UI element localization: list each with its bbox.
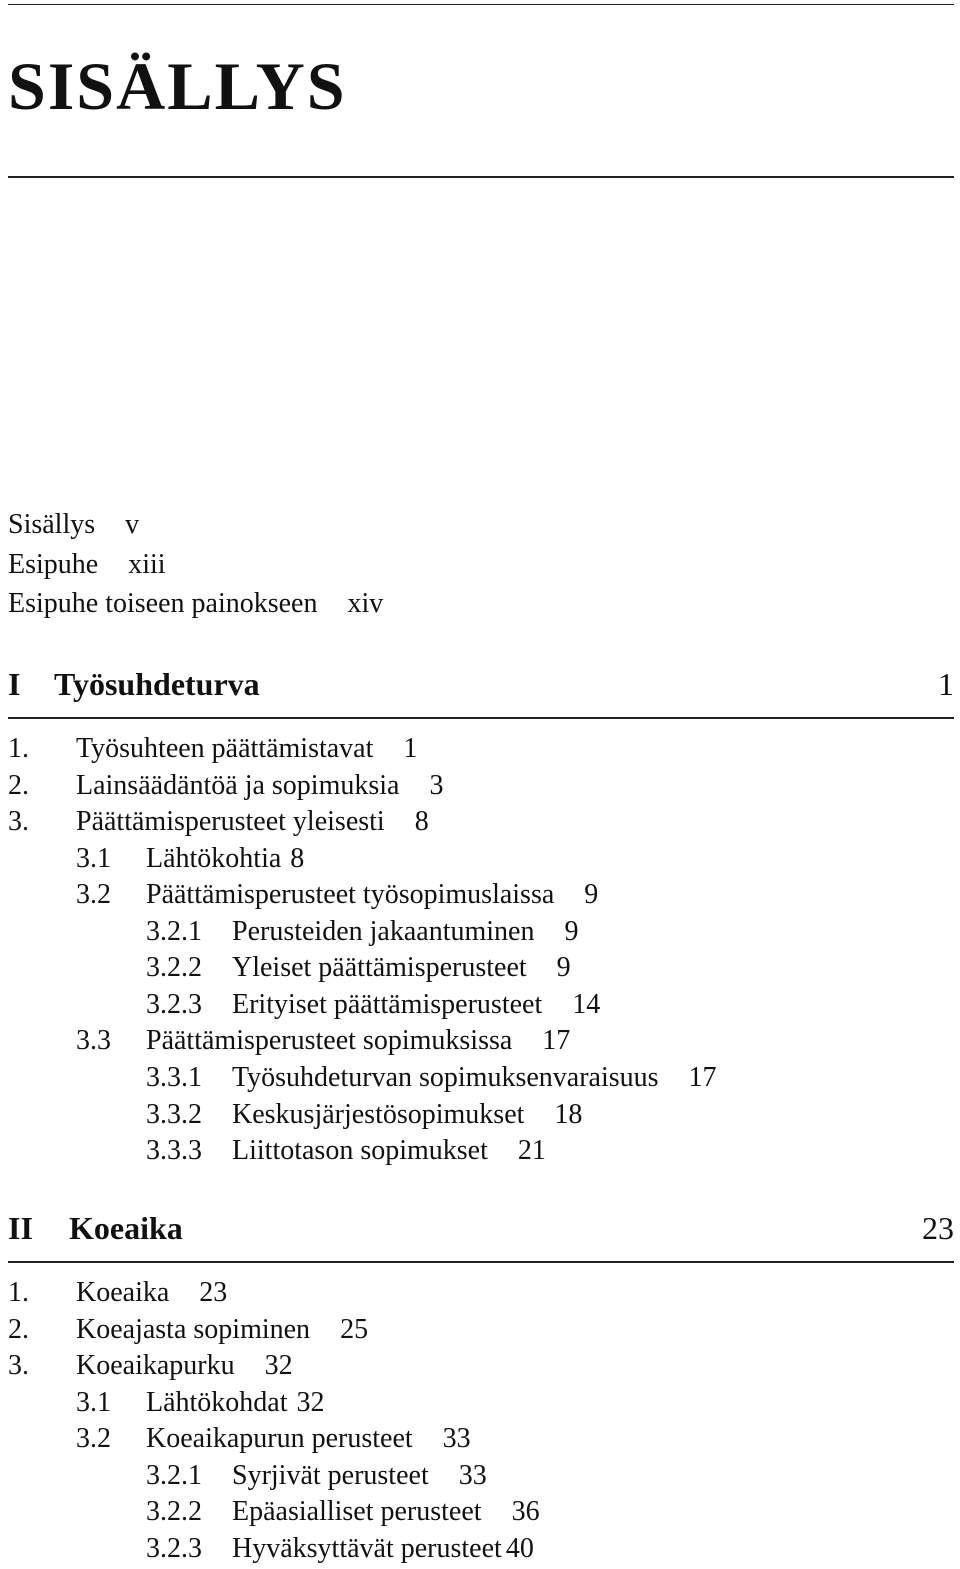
toc-entry[interactable]	[8, 768, 443, 804]
entry-page: 21	[517, 1135, 546, 1166]
entry-label: Lähtökohdat	[146, 1387, 288, 1418]
entry-number: 3.2	[76, 879, 111, 910]
entry-number: 3.2.2	[146, 1496, 202, 1527]
entry-label: Lähtökohtia	[146, 843, 282, 874]
toc-subentry[interactable]	[76, 841, 304, 877]
toc-subentry[interactable]	[76, 1421, 471, 1457]
entry-number: 3.1	[76, 843, 111, 874]
entry-page: 36	[511, 1496, 540, 1527]
entry-number: 2.	[8, 770, 29, 801]
entry-page: 17	[542, 1025, 571, 1056]
entry-page: 14	[572, 989, 601, 1020]
toc-part-heading[interactable]	[8, 664, 954, 704]
entry-number: 1.	[8, 733, 29, 764]
toc-entry[interactable]	[8, 804, 429, 840]
entry-page: 9	[584, 879, 599, 910]
entry-page: 8	[290, 843, 305, 874]
entry-label: Päättämisperusteet sopimuksissa	[146, 1025, 513, 1056]
entry-label: Perusteiden jakaantuminen	[232, 916, 535, 947]
part-divider	[8, 717, 954, 719]
entry-label: Työsuhteen päättämistavat	[76, 733, 374, 764]
part-title: Koeaika	[69, 1210, 183, 1246]
entry-label: Lainsäädäntöä ja sopimuksia	[76, 770, 400, 801]
entry-page: 9	[556, 952, 571, 983]
toc-subsubentry[interactable]	[146, 1133, 546, 1169]
entry-number: 3.2.1	[146, 916, 202, 947]
toc-subsubentry[interactable]	[146, 914, 578, 950]
entry-label: Päättämisperusteet työsopimuslaissa	[146, 879, 555, 910]
entry-number: 3.3.2	[146, 1099, 202, 1130]
toc-subsubentry[interactable]	[146, 1531, 534, 1567]
part-page: 1	[938, 666, 954, 702]
entry-label: Liittotason sopimukset	[232, 1135, 488, 1166]
toc-entry[interactable]	[8, 1312, 368, 1348]
toc-entry[interactable]	[8, 731, 417, 767]
entry-page: 17	[688, 1062, 717, 1093]
page-title: SISÄLLYS	[8, 48, 347, 124]
entry-label: Työsuhdeturvan sopimuksenvaraisuus	[232, 1062, 659, 1093]
entry-label: Yleiset päättämisperusteet	[232, 952, 527, 983]
toc-subsubentry[interactable]	[146, 1494, 540, 1530]
entry-page: 1	[403, 733, 418, 764]
toc-subentry[interactable]	[76, 1385, 325, 1421]
toc-subsubentry[interactable]	[146, 1097, 582, 1133]
toc-entry[interactable]	[8, 1348, 293, 1384]
entry-label: Koeajasta sopiminen	[76, 1314, 311, 1345]
toc-subsubentry[interactable]	[146, 950, 571, 986]
entry-number: 3.2.1	[146, 1460, 202, 1491]
part-page: 23	[922, 1210, 954, 1246]
entry-label: Syrjivät perusteet	[232, 1460, 429, 1491]
entry-page: 33	[458, 1460, 487, 1491]
toc-subsubentry[interactable]	[146, 987, 600, 1023]
entry-number: 3.	[8, 1350, 29, 1381]
entry-page: 8	[414, 806, 429, 837]
entry-page: 32	[296, 1387, 325, 1418]
toc-entry[interactable]	[8, 1275, 227, 1311]
entry-page: 9	[564, 916, 579, 947]
entry-label: Koeaikapurun perusteet	[146, 1423, 413, 1454]
toc-front-entry[interactable]	[8, 586, 383, 622]
toc-front-entry[interactable]	[8, 507, 139, 543]
entry-page: 33	[442, 1423, 471, 1454]
entry-number: 3.2	[76, 1423, 111, 1454]
entry-number: 1.	[8, 1277, 29, 1308]
part-title: Työsuhdeturva	[54, 666, 260, 702]
entry-label: Epäasialliset perusteet	[232, 1496, 482, 1527]
entry-number: 3.2.2	[146, 952, 202, 983]
toc-subentry[interactable]	[76, 1023, 570, 1059]
entry-page: v	[125, 509, 140, 540]
entry-number: 3.3.1	[146, 1062, 202, 1093]
entry-label: Koeaikapurku	[76, 1350, 235, 1381]
entry-label: Esipuhe	[8, 549, 99, 580]
entry-page: 18	[554, 1099, 583, 1130]
entry-label: Sisällys	[8, 509, 96, 540]
entry-page: 25	[340, 1314, 369, 1345]
entry-page: 40	[505, 1533, 534, 1564]
entry-page: xiv	[347, 588, 384, 619]
entry-page: 32	[264, 1350, 293, 1381]
entry-label: Hyväksyttävät perusteet	[232, 1533, 502, 1564]
entry-label: Esipuhe toiseen painokseen	[8, 588, 318, 619]
part-roman: II	[8, 1210, 33, 1246]
entry-number: 3.3.3	[146, 1135, 202, 1166]
entry-number: 2.	[8, 1314, 29, 1345]
toc-front-entry[interactable]	[8, 547, 166, 583]
part-divider	[8, 1261, 954, 1263]
toc-part-heading[interactable]	[8, 1208, 954, 1248]
entry-number: 3.3	[76, 1025, 111, 1056]
entry-label: Erityiset päättämisperusteet	[232, 989, 543, 1020]
entry-label: Koeaika	[76, 1277, 170, 1308]
entry-page: 3	[429, 770, 444, 801]
toc-subsubentry[interactable]	[146, 1060, 717, 1096]
title-divider	[8, 176, 954, 178]
part-roman: I	[8, 666, 21, 702]
entry-page: 23	[199, 1277, 228, 1308]
toc-subsubentry[interactable]	[146, 1458, 487, 1494]
entry-number: 3.1	[76, 1387, 111, 1418]
entry-label: Keskusjärjestösopimukset	[232, 1099, 525, 1130]
toc-subentry[interactable]	[76, 877, 598, 913]
entry-number: 3.2.3	[146, 989, 202, 1020]
entry-page: xiii	[128, 549, 166, 580]
entry-number: 3.2.3	[146, 1533, 202, 1564]
entry-label: Päättämisperusteet yleisesti	[76, 806, 385, 837]
top-rule	[8, 4, 954, 5]
entry-number: 3.	[8, 806, 29, 837]
